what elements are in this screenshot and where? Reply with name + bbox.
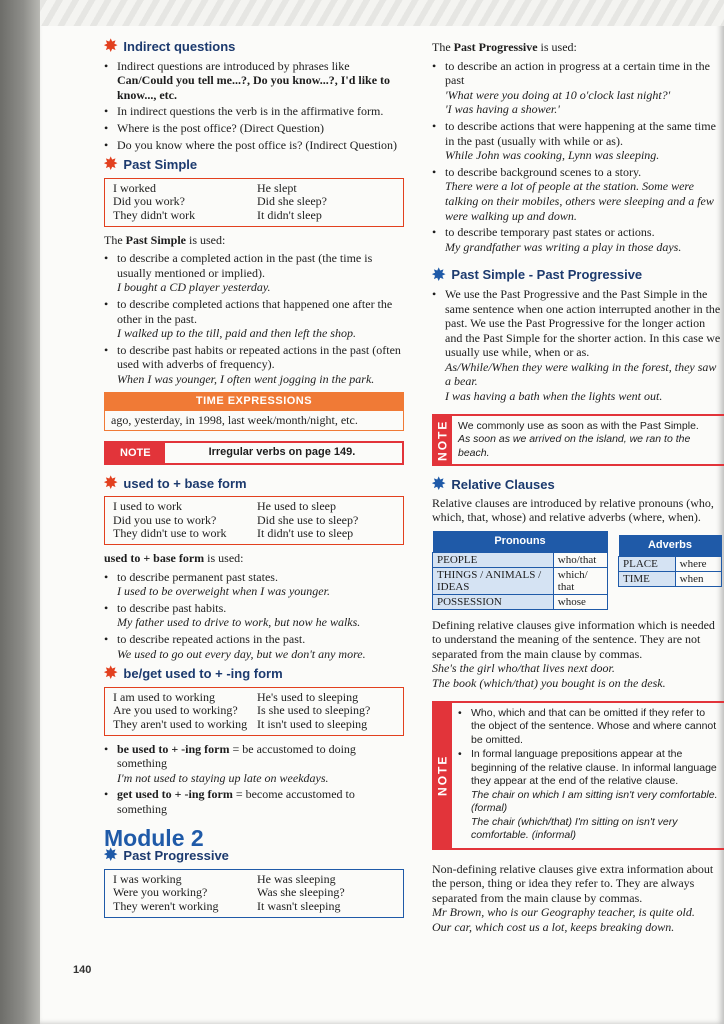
table-row: THINGS / ANIMALS / IDEAS which/ that bbox=[433, 567, 608, 594]
past-progressive-usage-list bbox=[432, 59, 724, 255]
page-number: 140 bbox=[73, 964, 92, 976]
be-get-used-to-list bbox=[104, 742, 404, 817]
list-item: • In formal language prepositions appear at the beginning of the relative clause. In informal language they appear at the end of the relative clause. The chair on which I am sitting isn't very comfortable. (formal) The chair (which/that) I'm sitting on isn't very comfortable. (informal) bbox=[458, 748, 718, 843]
past-simple-usage-intro: The Past Simple is used: bbox=[104, 232, 226, 247]
heading-relative-clauses: ✸ Relative Clauses bbox=[432, 476, 555, 494]
past-progressive-forms-box: I was working He was sleeping Were you working? Was she sleeping? They weren't working It wasn't sleeping bbox=[104, 869, 404, 918]
list-item: • Indirect questions are introduced by phrases like Can/Could you tell me...?, Do you know...?, I'd like to know..., etc. bbox=[104, 59, 404, 103]
list-item: • to describe actions that were happening at the same time in the past (usually with while or as). While John was cooking, Lynn was sleeping. bbox=[432, 119, 724, 163]
list-item: • to describe background scenes to a story. There were a lot of people at the station. Some were talking on their mobiles, others were sleeping and a few were walking up and down. bbox=[432, 165, 724, 223]
defining-clauses-text: Defining relative clauses give information which is needed to understand the meaning of the sentence. They are not separated from the main clause by commas. bbox=[432, 617, 715, 661]
indirect-list bbox=[104, 59, 404, 153]
past-simple-forms-box: I worked He slept Did you work? Did she sleep? They didn't work It didn't sleep bbox=[104, 178, 404, 227]
relative-intro: Relative clauses are introduced by relative pronouns (who, which, that, whose) and relative adverbs (where, when). bbox=[432, 495, 714, 525]
table-row: PEOPLE who/that bbox=[433, 552, 608, 567]
heading-past-simple: ✸ Past Simple bbox=[104, 156, 198, 174]
list-item: • to describe a completed action in the past (the time is usually mentioned or implied). I bought a CD player yesterday. bbox=[104, 251, 404, 295]
past-simple-usage-list bbox=[104, 251, 404, 386]
heading-indirect-questions: ✸ Indirect questions bbox=[104, 38, 236, 56]
star-icon: ✸ bbox=[104, 38, 118, 56]
star-icon: ✸ bbox=[104, 474, 118, 492]
star-icon: ✸ bbox=[104, 665, 118, 683]
heading-be-get-used-to: ✸ be/get used to + -ing form bbox=[104, 665, 283, 683]
past-progressive-usage-intro: The Past Progressive is used: bbox=[432, 40, 577, 54]
list-item: • to describe past habits or repeated actions in the past (often used with adverbs of frequency). When I was younger, I often went jogging in the park. bbox=[104, 343, 404, 387]
list-item: • Who, which and that can be omitted if they refer to the object of the sentence. Whose and where cannot be omitted. bbox=[458, 707, 718, 748]
note-as-soon-as: NOTE We commonly use as soon as with the Past Simple. As soon as we arrived on the island, we ran to the beach. bbox=[432, 414, 724, 467]
left-column bbox=[104, 40, 404, 924]
used-to-forms-box: I used to work He used to sleep Did you use to work? Did she use to sleep? They didn't use to work It didn't use to sleep bbox=[104, 496, 404, 545]
right-column: The Past Progressive is used: • to describe an action in progress at a certain time in the past 'What were you doing at 10 o'clock last night?' 'I was having a shower.' • to describe actions that were happening at the same time in the past (usually with while or as). While John was cooking, Lynn was sleeping. • to describe background scenes to a story. There were a lot of people at the station. Some were talking on their mobiles, others were sleeping and a few were walking up and down. • to describe temporary past states or actions. My grandfather was writing a play in those days. ✸ Past Simple - Past Progressive • We use the Past Progressive and the Past Simple in the same sentence when one action interrupted another in the past. We use the Past Progressive for the longer action and the Past Simple for the shorter action. In this case we usually use while, when or as. As/While/When they were walking in the forest, they saw a bear. I was having a bath when the lights went out. NOTE We commonly use as soon as with the Past Simple. As soon as we arrived on the island, we ran to the beach. ✸ Relative Clauses Relative clauses are introduced by relative pronouns (who, which, that, whose) and relative adverbs (where, when). Pronouns PEOPLE who/that THINGS / ANIMALS / IDEAS which/ that POSSESSION whose Adverbs PLACE where TIME when Defining relative clauses give information which is needed to understand the meaning of the sentence. They are not separated from the main clause by commas. She's the girl who/that lives next door. The book (which/that) you bought is on the desk. NOTE • Who, which and that can be omitted if they refer to the object of the sentence. Whose and where cannot be omitted. • In formal language prepositions appear at the beginning of the relative clause. In informal language they appear at the end of the relative clause. The chair on which I am sitting isn't very comfortable. (formal) The chair (which/that) I'm sitting on isn't very comfortable. (informal) Non-defining relative clauses give extra information about the person, thing or idea they refer to. They are always separated from the main clause by commas. Mr Brown, who is our Geography teacher, is quite old. Our car, which cost us a lot, keeps breaking down. bbox=[432, 40, 724, 934]
list-item: • to describe past habits. My father used to drive to work, but now he walks. bbox=[104, 601, 404, 630]
list-item: • In indirect questions the verb is in the affirmative form. bbox=[104, 104, 404, 119]
note-irregular-verbs: NOTE Irregular verbs on page 149. bbox=[104, 441, 404, 465]
be-get-used-to-forms-box: I am used to working He's used to sleeping Are you used to working? Is she used to sleeping? They aren't used to working It isn't used to sleeping bbox=[104, 687, 404, 736]
list-item: • to describe temporary past states or actions. My grandfather was writing a play in those days. bbox=[432, 225, 724, 254]
list-item: • be used to + -ing form = be accustomed to doing something I'm not used to staying up late on weekdays. bbox=[104, 742, 404, 786]
list-item: • Do you know where the post office is? (Indirect Question) bbox=[104, 138, 404, 153]
list-item: • to describe permanent past states. I used to be overweight when I was younger. bbox=[104, 570, 404, 599]
star-icon: ✸ bbox=[432, 476, 446, 494]
pronouns-table: Pronouns PEOPLE who/that THINGS / ANIMALS / IDEAS which/ that POSSESSION whose bbox=[432, 531, 608, 610]
time-expressions-header: TIME EXPRESSIONS bbox=[104, 392, 404, 411]
used-to-usage-intro: used to + base form is used: bbox=[104, 551, 244, 566]
list-item: • Where is the post office? (Direct Question) bbox=[104, 121, 404, 136]
relative-tables bbox=[432, 531, 724, 610]
table-row: TIME when bbox=[619, 571, 722, 586]
list-item: • to describe an action in progress at a certain time in the past 'What were you doing at 10 o'clock last night?' 'I was having a shower.' bbox=[432, 59, 724, 117]
star-icon: ✸ bbox=[104, 847, 118, 865]
heading-used-to: ✸ used to + base form bbox=[104, 474, 247, 492]
star-icon: ✸ bbox=[432, 266, 446, 284]
page-top-band bbox=[40, 0, 724, 26]
non-defining-clauses-text: Non-defining relative clauses give extra information about the person, thing or idea they refer to. They are always separated from the main clause by commas. bbox=[432, 861, 714, 905]
heading-past-simple-past-progressive: ✸ Past Simple - Past Progressive bbox=[432, 266, 643, 284]
list-item: • get used to + -ing form = become accustomed to something bbox=[104, 787, 404, 816]
used-to-usage-list bbox=[104, 570, 404, 662]
note-omission-prepositions: NOTE • Who, which and that can be omitted if they refer to the object of the sentence. Whose and where cannot be omitted. • In formal language prepositions appear at the beginning of the relative clause. In informal language they appear at the end of the relative clause. The chair on which I am sitting isn't very comfortable. (formal) The chair (which/that) I'm sitting on isn't very comfortable. (informal) bbox=[432, 701, 724, 850]
time-expressions-body: ago, yesterday, in 1998, last week/month/night, etc. bbox=[104, 411, 404, 431]
star-icon: ✸ bbox=[104, 156, 118, 174]
ps-pp-list bbox=[432, 287, 724, 404]
heading-past-progressive: ✸ Past Progressive bbox=[104, 847, 229, 865]
table-row: PLACE where bbox=[619, 556, 722, 571]
table-row: POSSESSION whose bbox=[433, 594, 608, 609]
list-item: • We use the Past Progressive and the Past Simple in the same sentence when one action interrupted another in the past. We use the Past Progressive for the longer action and the Past Simple for the shorter action. In this case we usually use while, when or as. As/While/When they were walking in the forest, they saw a bear. I was having a bath when the lights went out. bbox=[432, 287, 724, 404]
module-title: Module 2 bbox=[104, 824, 204, 851]
adverbs-table: Adverbs PLACE where TIME when bbox=[618, 535, 722, 587]
list-item: • to describe repeated actions in the past. We used to go out every day, but we don't any more. bbox=[104, 632, 404, 661]
list-item: • to describe completed actions that happened one after the other in the past. I walked up to the till, paid and then left the shop. bbox=[104, 297, 404, 341]
